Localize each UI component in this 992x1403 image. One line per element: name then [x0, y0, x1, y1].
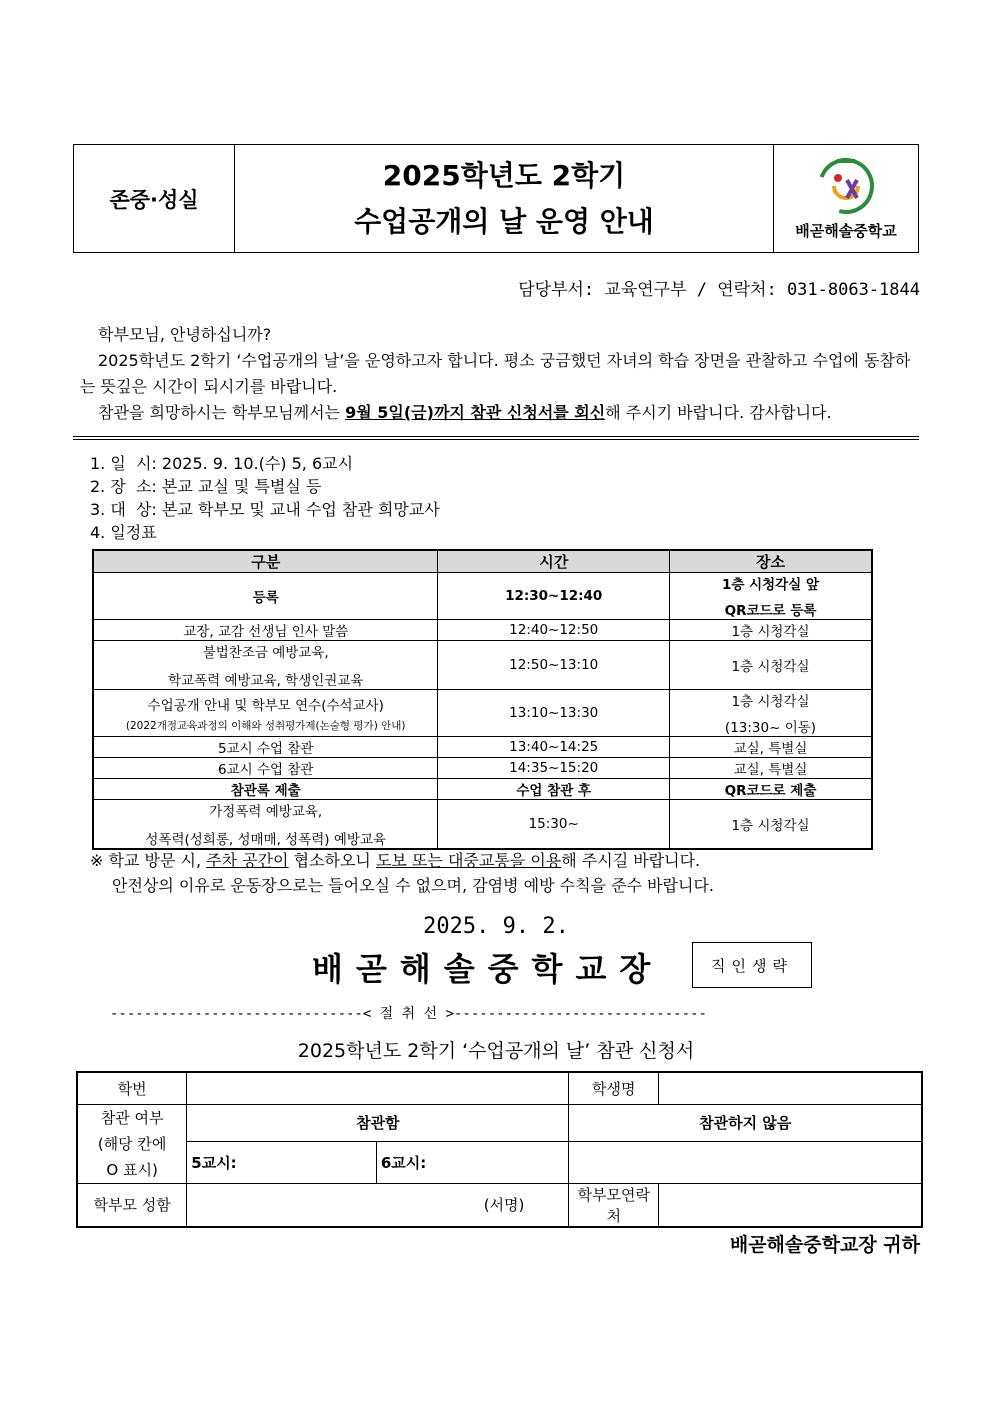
cell-time: 13:10~13:30 — [438, 690, 670, 737]
table-row — [93, 573, 872, 620]
table-row — [93, 800, 872, 850]
cell-category: 가정폭력 예방교육, 성폭력(성희롱, 성매매, 성폭력) 예방교육 — [93, 800, 438, 850]
form-row — [77, 1072, 922, 1104]
intro-paragraph-2: 참관을 희망하시는 학부모님께서는 9월 5일(금)까지 참관 신청서를 회신해 주시기 바랍니다. 감사합니다. — [98, 403, 832, 422]
divider — [73, 436, 919, 437]
cell-category: 5교시 수업 참관 — [93, 737, 438, 758]
attend-label: 참관 여부 (해당 칸에 O 표시) — [77, 1104, 187, 1183]
cell-category: 6교시 수업 참관 — [93, 758, 438, 779]
school-name: 배곧해솔중학교 — [795, 222, 897, 240]
cell-place: 교실, 특별실 — [669, 737, 872, 758]
intro-text — [80, 322, 916, 426]
parent-name-label: 학부모 성함 — [77, 1183, 187, 1227]
item-target: 3. 대 상: 본교 학부모 및 교내 수업 참관 희망교사 — [90, 500, 440, 519]
cell-place: 1층 시청각실 앞 QR코드로 등록 — [669, 573, 872, 620]
attend-no-field[interactable] — [569, 1141, 922, 1183]
form-row — [77, 1141, 922, 1183]
cell-time: 15:30~ — [438, 800, 670, 850]
col-header-time: 시간 — [438, 550, 670, 573]
cell-time: 수업 참관 후 — [438, 779, 670, 800]
note-parking: ※ 학교 방문 시, 주차 공간이 협소하오니 도보 또는 대중교통을 이용해 주시길 바랍니다. — [90, 851, 701, 870]
seal-omitted-box: 직인생략 — [692, 942, 812, 988]
cell-time: 13:40~14:25 — [438, 737, 670, 758]
addressee: 배곧해솔중학교장 귀하 — [729, 1234, 920, 1256]
cell-time: 12:30~12:40 — [438, 573, 670, 620]
cell-time: 14:35~15:20 — [438, 758, 670, 779]
table-row — [93, 641, 872, 690]
student-number-label: 학번 — [77, 1072, 187, 1104]
attend-no-header: 참관하지 않음 — [569, 1104, 922, 1141]
form-row — [77, 1183, 922, 1227]
schedule-table — [92, 549, 873, 850]
table-row — [93, 620, 872, 641]
period6-field[interactable]: 6교시: — [376, 1141, 569, 1183]
cell-category: 참관록 제출 — [93, 779, 438, 800]
info-items — [90, 452, 440, 544]
col-header-category: 구분 — [93, 550, 438, 573]
table-header-row — [93, 550, 872, 573]
principal-title: 배곧해솔중학교장 — [312, 950, 664, 988]
cell-category: 수업공개 안내 및 학부모 연수(수석교사) (2022개정교육과정의 이해와 성취평가제(논술형 평가) 안내) — [93, 690, 438, 737]
form-title: 2025학년도 2학기 ‘수업공개의 날’ 참관 신청서 — [297, 1040, 695, 1062]
divider — [73, 439, 919, 440]
item-date: 1. 일 시: 2025. 9. 10.(수) 5, 6교시 — [90, 454, 354, 473]
intro-paragraph-1: 2025학년도 2학기 ‘수업공개의 날’을 운영하고자 합니다. 평소 궁금했던 자녀의 학습 장면을 관찰하고 수업에 동참하는 뜻깊은 시간이 되시기를 바랍니다. — [80, 351, 911, 396]
cell-time: 12:50~13:10 — [438, 641, 670, 690]
application-form — [76, 1071, 923, 1228]
cell-place: 1층 시청각실 (13:30~ 이동) — [669, 690, 872, 737]
cell-place: 1층 시청각실 — [669, 641, 872, 690]
header-box — [73, 144, 919, 253]
issue-date: 2025. 9. 2. — [423, 914, 569, 939]
parent-contact-label: 학부모연락처 — [569, 1183, 659, 1227]
notes — [90, 848, 714, 898]
student-name-label: 학생명 — [569, 1072, 659, 1104]
title-line-1: 2025학년도 2학기 — [382, 158, 626, 192]
attend-yes-header: 참관함 — [187, 1104, 569, 1141]
period5-field[interactable]: 5교시: — [187, 1141, 377, 1183]
cell-time: 12:40~12:50 — [438, 620, 670, 641]
parent-name-field[interactable] — [187, 1183, 569, 1227]
cell-category: 불법찬조금 예방교육, 학교폭력 예방교육, 학생인권교육 — [93, 641, 438, 690]
deadline-emphasis: 9월 5일(금)까지 참관 신청서를 회신 — [345, 403, 606, 422]
title-line-2: 수업공개의 날 운영 안내 — [354, 204, 654, 238]
parent-contact-field[interactable] — [659, 1183, 922, 1227]
cell-place: QR코드로 제출 — [669, 779, 872, 800]
contact-info: 담당부서: 교육연구부 / 연락처: 031-8063-1844 — [518, 280, 920, 300]
school-motto: 존중·성실 — [74, 145, 235, 252]
cell-place: 교실, 특별실 — [669, 758, 872, 779]
table-row — [93, 690, 872, 737]
table-row — [93, 779, 872, 800]
item-place: 2. 장 소: 본교 교실 및 특별실 등 — [90, 477, 322, 496]
cell-place: 1층 시청각실 — [669, 800, 872, 850]
school-logo-icon — [814, 156, 878, 218]
cell-category: 교장, 교감 선생님 인사 말씀 — [93, 620, 438, 641]
school-logo-area — [774, 145, 918, 252]
note-safety: 안전상의 이유로 운동장으로는 들어오실 수 없으며, 감염병 예방 수칙을 준수 바랍니다. — [112, 876, 714, 895]
col-header-place: 장소 — [669, 550, 872, 573]
cell-category: 등록 — [93, 573, 438, 620]
item-schedule: 4. 일정표 — [90, 523, 157, 542]
student-number-field[interactable] — [187, 1072, 569, 1104]
document-title — [235, 145, 774, 252]
table-row — [93, 758, 872, 779]
student-name-field[interactable] — [659, 1072, 922, 1104]
table-row — [93, 737, 872, 758]
form-row — [77, 1104, 922, 1141]
cut-line: ------------------------------< 절 취 선 >------------------------------ — [110, 1006, 707, 1022]
cell-place: 1층 시청각실 — [669, 620, 872, 641]
signature-label: (서명) — [483, 1196, 525, 1214]
greeting: 학부모님, 안녕하십니까? — [98, 325, 272, 344]
